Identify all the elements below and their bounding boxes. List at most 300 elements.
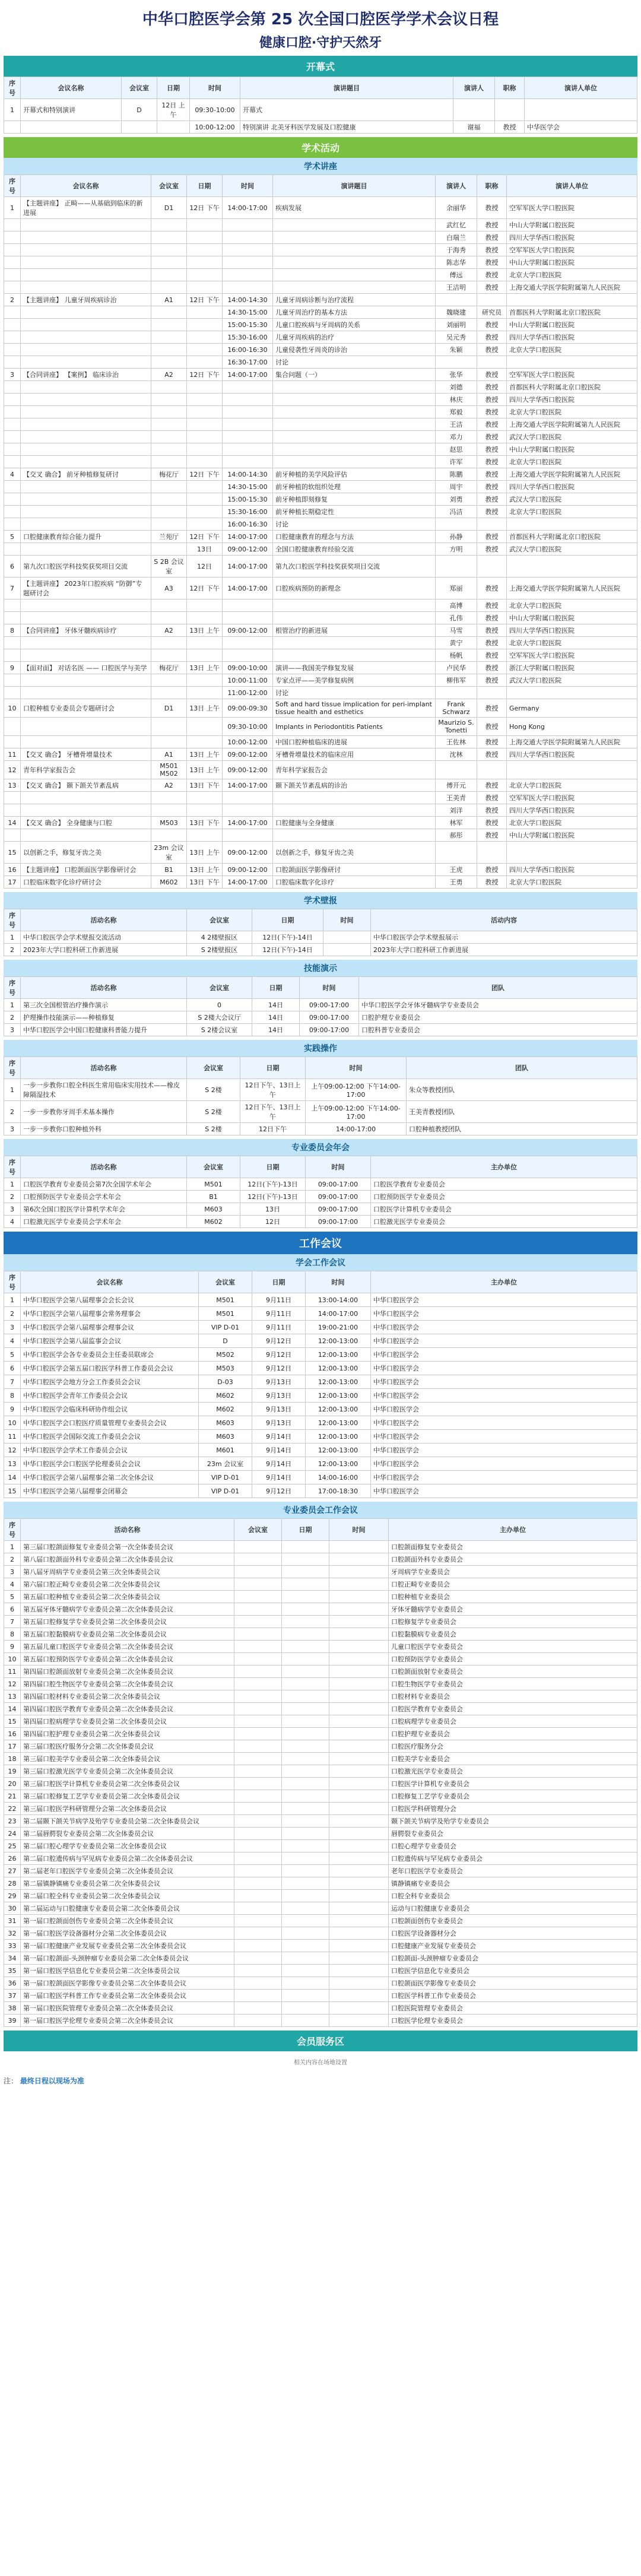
lecture-row bbox=[4, 578, 637, 599]
demos-header-0: 序号 bbox=[4, 977, 21, 999]
lectures-cell bbox=[151, 718, 187, 736]
special_committee-cell: 口腔材料专业委员会 bbox=[389, 1690, 637, 1703]
special_committee-cell bbox=[234, 1740, 282, 1753]
lectures-cell bbox=[21, 637, 151, 649]
lectures-cell bbox=[507, 842, 637, 864]
committee-row bbox=[4, 1191, 637, 1203]
lecture-row bbox=[4, 319, 637, 331]
lectures-cell: 集合问题（一） bbox=[273, 369, 436, 381]
special_committee-cell bbox=[329, 1790, 389, 1803]
lectures-cell: 牙槽骨增量技术的临床应用 bbox=[273, 748, 436, 761]
work-cell: 12:00-13:00 bbox=[306, 1430, 371, 1444]
committee_meeting-cell: 09:00-17:00 bbox=[306, 1191, 371, 1203]
lectures-cell: 杨帆 bbox=[436, 649, 477, 662]
demo-row bbox=[4, 1011, 637, 1024]
lecture-row bbox=[4, 406, 637, 418]
lectures-cell bbox=[187, 792, 223, 804]
committee_meeting-cell: 口腔医学教育专业委员会第7次全国学术年会 bbox=[21, 1178, 187, 1191]
lectures-cell bbox=[4, 418, 21, 431]
lectures-cell: 13日 下午 bbox=[187, 817, 223, 829]
lectures-cell bbox=[4, 599, 21, 612]
lectures-cell: 【主题讲座】 2023年口腔疾病 “防御”专题研讨会 bbox=[21, 578, 151, 599]
special_committee-cell bbox=[234, 2002, 282, 2015]
work-row bbox=[4, 1307, 637, 1321]
lectures-cell bbox=[223, 443, 273, 456]
committee_meeting-cell: M602 bbox=[187, 1216, 240, 1228]
lectures-cell: 刘丽明 bbox=[436, 319, 477, 331]
lecture-row bbox=[4, 804, 637, 817]
lectures-cell: 教授 bbox=[477, 531, 507, 543]
exhibits-table bbox=[4, 909, 637, 956]
lectures-cell: 中山大学附属口腔医院 bbox=[507, 219, 637, 231]
special_committee-cell: 第四届口腔医学教育专业委员会第二次全体委员会议 bbox=[21, 1703, 234, 1715]
lectures-cell bbox=[477, 842, 507, 864]
lectures-cell: 教授 bbox=[477, 256, 507, 269]
special_committee-cell: 第四届口腔生物医学专业委员会第二次全体委员会议 bbox=[21, 1678, 234, 1690]
lectures-cell bbox=[187, 649, 223, 662]
opening-cell bbox=[453, 99, 495, 121]
work-row bbox=[4, 1416, 637, 1430]
special_committee-cell: 14 bbox=[4, 1703, 21, 1715]
lectures-cell: 周宇 bbox=[436, 481, 477, 493]
lectures-cell: 王洁 bbox=[436, 418, 477, 431]
special_committee-cell: 15 bbox=[4, 1715, 21, 1728]
lectures-cell: 北京大学口腔医院 bbox=[507, 406, 637, 418]
work-cell: 15 bbox=[4, 1484, 21, 1498]
lectures-cell: 儿童口腔疾病与牙周病的关系 bbox=[273, 319, 436, 331]
committee_meeting-cell: 口腔预防医学专业委员会 bbox=[371, 1191, 637, 1203]
special_committee-cell: 第二届镇静镇痛专业委员会第二次全体委员会议 bbox=[21, 1877, 234, 1890]
special_committee-cell bbox=[234, 1990, 282, 2002]
special_committee-cell bbox=[234, 1927, 282, 1940]
lectures-cell bbox=[151, 599, 187, 612]
committee_meeting-cell: M501 bbox=[187, 1178, 240, 1191]
work-cell: 中华口腔医学会 bbox=[371, 1471, 637, 1484]
exhibits-cell bbox=[323, 931, 371, 944]
lectures-cell bbox=[151, 736, 187, 748]
lectures-cell bbox=[273, 244, 436, 256]
lectures-cell bbox=[273, 649, 436, 662]
practice-cell: 一步一步教你口腔种植外科 bbox=[21, 1123, 187, 1135]
lectures-cell: 13 bbox=[4, 779, 21, 792]
lectures-cell bbox=[151, 481, 187, 493]
special_committee-cell bbox=[234, 1753, 282, 1765]
lectures-cell: 黄宁 bbox=[436, 637, 477, 649]
work-cell: 中华口腔医学会 bbox=[371, 1293, 637, 1307]
demos-header-3: 日期 bbox=[252, 977, 300, 999]
lectures-cell: 14:00-14:30 bbox=[223, 294, 273, 306]
work-cell: 中华口腔医学会 bbox=[371, 1321, 637, 1334]
lectures-table bbox=[4, 175, 637, 889]
demos-header-1: 活动名称 bbox=[21, 977, 187, 999]
special_committee-cell bbox=[282, 1965, 329, 1977]
special_committee-cell: 口腔病理学专业委员会 bbox=[389, 1715, 637, 1728]
lectures-cell: 口腔健康教育综合能力提升 bbox=[21, 531, 151, 543]
lectures-cell: 4 bbox=[4, 468, 21, 481]
special_committee-cell: 口腔预防医学专业委员会 bbox=[389, 1653, 637, 1665]
special_committee-cell: 9 bbox=[4, 1641, 21, 1653]
work-cell: 7 bbox=[4, 1375, 21, 1389]
special_committee-cell bbox=[282, 1915, 329, 1927]
special_committee-cell bbox=[282, 1902, 329, 1915]
lectures-cell bbox=[273, 231, 436, 244]
work-cell: 9月11日 bbox=[252, 1307, 306, 1321]
work-cell: 2 bbox=[4, 1307, 21, 1321]
special-row bbox=[4, 1740, 637, 1753]
special_committee-header-0: 序号 bbox=[4, 1519, 21, 1541]
lectures-cell bbox=[151, 543, 187, 556]
special_committee-cell bbox=[329, 1665, 389, 1678]
special_committee-cell: 口腔生物医学专业委员会 bbox=[389, 1678, 637, 1690]
lectures-cell bbox=[187, 829, 223, 842]
special_committee-cell bbox=[329, 1703, 389, 1715]
special_committee-cell: 第一届口腔健康产业发展专业委员会第二次全体委员会议 bbox=[21, 1940, 234, 1952]
committee_meeting-cell: 第6次全国口腔医学计算机学术年会 bbox=[21, 1203, 187, 1216]
special-row bbox=[4, 1678, 637, 1690]
lectures-cell bbox=[436, 842, 477, 864]
special_committee-cell: 口腔护理专业委员会 bbox=[389, 1728, 637, 1740]
demos-header-4: 时间 bbox=[300, 977, 359, 999]
lectures-cell: 13日 上午 bbox=[187, 864, 223, 876]
special_committee-cell bbox=[282, 1840, 329, 1852]
special-row bbox=[4, 2015, 637, 2027]
footer-note bbox=[4, 2076, 637, 2086]
demos-header-2: 会议室 bbox=[187, 977, 252, 999]
work-cell: 中华口腔医学会临床科研协作组会议 bbox=[21, 1403, 199, 1416]
lectures-cell bbox=[21, 331, 151, 344]
lecture-row bbox=[4, 662, 637, 674]
special_committee-cell: 第一届口腔医学信息化专业委员会第二次全体委员会议 bbox=[21, 1965, 234, 1977]
lectures-cell: 教授 bbox=[477, 699, 507, 718]
special_committee-cell bbox=[282, 1865, 329, 1877]
work-cell: M602 bbox=[199, 1403, 252, 1416]
lectures-cell: 四川大学华西口腔医院 bbox=[507, 804, 637, 817]
lectures-cell bbox=[4, 649, 21, 662]
lecture-row bbox=[4, 468, 637, 481]
special_committee-cell bbox=[234, 1977, 282, 1990]
lectures-cell: 武汉大学口腔医院 bbox=[507, 543, 637, 556]
lectures-cell bbox=[477, 761, 507, 779]
special_committee-cell bbox=[234, 2015, 282, 2027]
lectures-cell: 15:30-16:00 bbox=[223, 331, 273, 344]
lectures-cell bbox=[4, 518, 21, 531]
lectures-cell bbox=[21, 281, 151, 294]
lectures-cell: 教授 bbox=[477, 244, 507, 256]
lectures-cell: 吴元秀 bbox=[436, 331, 477, 344]
lectures-cell: 教授 bbox=[477, 674, 507, 687]
lectures-cell bbox=[151, 219, 187, 231]
special_committee-cell: 儿童口腔医学专业委员会 bbox=[389, 1641, 637, 1653]
lectures-cell bbox=[187, 231, 223, 244]
work-cell: 23m 会议室 bbox=[199, 1457, 252, 1471]
lectures-cell bbox=[151, 493, 187, 506]
work-cell: 14 bbox=[4, 1471, 21, 1484]
committee_meeting-header-2: 会议室 bbox=[187, 1156, 240, 1178]
lectures-cell: 前牙种植的软组织处理 bbox=[273, 481, 436, 493]
special_committee-cell: 30 bbox=[4, 1902, 21, 1915]
exhibits-cell: 2 bbox=[4, 944, 21, 956]
opening-cell: D bbox=[122, 99, 157, 121]
special_committee-cell: 1 bbox=[4, 1541, 21, 1553]
lectures-cell: 郑毅 bbox=[436, 406, 477, 418]
lectures-cell: 12日 下午 bbox=[187, 468, 223, 481]
special_committee-cell: 口腔医学教育专业委员会 bbox=[389, 1703, 637, 1715]
special_committee-cell: 33 bbox=[4, 1940, 21, 1952]
practice-cell: S 2楼 bbox=[187, 1101, 240, 1123]
practice-row bbox=[4, 1123, 637, 1135]
special_committee-cell: 口腔激光医学专业委员会 bbox=[389, 1765, 637, 1778]
lectures-cell bbox=[151, 829, 187, 842]
special_committee-cell: 口腔心理学专业委员会 bbox=[389, 1840, 637, 1852]
special_committee-cell bbox=[329, 1578, 389, 1591]
lectures-cell bbox=[21, 718, 151, 736]
lectures-cell bbox=[4, 356, 21, 369]
special-row bbox=[4, 1840, 637, 1852]
special_committee-cell bbox=[282, 1778, 329, 1790]
special_committee-cell bbox=[234, 1566, 282, 1578]
work-cell: M602 bbox=[199, 1389, 252, 1403]
committee_meeting-cell: 12日(下午)-13日 bbox=[240, 1191, 306, 1203]
lecture-row bbox=[4, 443, 637, 456]
special_committee-cell: 牙体牙髓病学专业委员会 bbox=[389, 1603, 637, 1616]
exhibits-cell: 2023年大学口腔科研工作新进展 bbox=[371, 944, 637, 956]
practice-header-3: 日期 bbox=[240, 1057, 306, 1079]
lectures-cell: 中山大学附属口腔医院 bbox=[507, 612, 637, 624]
lectures-cell bbox=[273, 443, 436, 456]
lectures-cell bbox=[507, 518, 637, 531]
work-header-0: 序号 bbox=[4, 1271, 21, 1293]
work-cell: 9月11日 bbox=[252, 1293, 306, 1307]
lectures-cell bbox=[4, 804, 21, 817]
lectures-cell bbox=[477, 518, 507, 531]
lectures-cell: 中山大学附属口腔医院 bbox=[507, 443, 637, 456]
lectures-cell: 15:00-15:30 bbox=[223, 493, 273, 506]
lectures-cell: 首都医科大学附属北京口腔医院 bbox=[507, 381, 637, 394]
special_committee-cell: 第五届口腔预防医学专业委员会第二次全体委员会议 bbox=[21, 1653, 234, 1665]
lectures-cell: Implants in Periodontitis Patients bbox=[273, 718, 436, 736]
work-cell: 中华口腔医学会青年工作委员会会议 bbox=[21, 1389, 199, 1403]
committee_meeting-header-4: 时间 bbox=[306, 1156, 371, 1178]
special_committee-cell: 11 bbox=[4, 1665, 21, 1678]
lectures-cell: 专家点评——美学修复病例 bbox=[273, 674, 436, 687]
lectures-cell: 09:00-12:00 bbox=[223, 748, 273, 761]
special_committee-cell: 3 bbox=[4, 1566, 21, 1578]
opening-header-8: 演讲人单位 bbox=[525, 77, 637, 99]
lectures-cell: B1 bbox=[151, 864, 187, 876]
lectures-cell: 张华 bbox=[436, 369, 477, 381]
lectures-cell: 09:00-12:00 bbox=[223, 543, 273, 556]
lectures-cell: 14:00-17:00 bbox=[223, 876, 273, 889]
lectures-cell: Germany bbox=[507, 699, 637, 718]
exhibits-cell: 1 bbox=[4, 931, 21, 944]
lectures-cell bbox=[273, 431, 436, 443]
opening-cell: 12日 上午 bbox=[157, 99, 190, 121]
lectures-cell bbox=[273, 829, 436, 842]
exhibits-cell: 中华口腔医学会学术壁报交流活动 bbox=[21, 931, 187, 944]
lectures-cell: 14:00-17:00 bbox=[223, 817, 273, 829]
work-cell: 6 bbox=[4, 1362, 21, 1375]
lecture-row bbox=[4, 624, 637, 637]
lectures-cell: 第九次口腔医学科技奖获奖项目交流 bbox=[273, 556, 436, 578]
lectures-cell bbox=[21, 829, 151, 842]
special_committee-cell: 第一届口腔医院管理专业委员会第二次全体委员会议 bbox=[21, 2002, 234, 2015]
lectures-cell bbox=[4, 269, 21, 281]
lectures-cell: A2 bbox=[151, 624, 187, 637]
special-row bbox=[4, 1616, 637, 1628]
lectures-cell bbox=[4, 344, 21, 356]
special_committee-cell: 口腔颌面-头颈肿瘤专业委员会 bbox=[389, 1952, 637, 1965]
lectures-cell bbox=[436, 518, 477, 531]
practice-header-1: 活动名称 bbox=[21, 1057, 187, 1079]
special_committee-cell bbox=[329, 1840, 389, 1852]
lectures-cell: 中山大学附属口腔医院 bbox=[507, 256, 637, 269]
lectures-cell bbox=[151, 356, 187, 369]
lectures-cell bbox=[187, 219, 223, 231]
lectures-cell: 前牙种植的美学风险评估 bbox=[273, 468, 436, 481]
committee-meeting-table bbox=[4, 1156, 637, 1228]
work-row bbox=[4, 1362, 637, 1375]
practice-row bbox=[4, 1101, 637, 1123]
special_committee-cell bbox=[234, 1902, 282, 1915]
lectures-cell bbox=[151, 804, 187, 817]
special_committee-cell: 口腔医学伦理专业委员会 bbox=[389, 2015, 637, 2027]
lectures-cell: 【主题讲座】 儿童牙周疾病诊治 bbox=[21, 294, 151, 306]
lecture-row bbox=[4, 306, 637, 319]
special_committee-cell bbox=[282, 1616, 329, 1628]
special-row bbox=[4, 1728, 637, 1740]
special_committee-cell: 口腔修复学专业委员会 bbox=[389, 1616, 637, 1628]
special_committee-cell bbox=[329, 1765, 389, 1778]
special_committee-cell bbox=[282, 2002, 329, 2015]
lecture-row bbox=[4, 244, 637, 256]
lectures-cell: 全国口腔健康教育经验交流 bbox=[273, 543, 436, 556]
lecture-row bbox=[4, 687, 637, 699]
special_committee-cell bbox=[329, 1628, 389, 1641]
lectures-cell: 郝彤 bbox=[436, 829, 477, 842]
footer-note-text: 最终日程以现场为准 bbox=[20, 2077, 84, 2085]
lectures-cell bbox=[151, 306, 187, 319]
work-cell: 13 bbox=[4, 1457, 21, 1471]
special_committee-cell bbox=[329, 1753, 389, 1765]
lectures-cell: 教授 bbox=[477, 637, 507, 649]
lecture-row bbox=[4, 493, 637, 506]
special_committee-cell bbox=[329, 1852, 389, 1865]
special_committee-cell bbox=[282, 1852, 329, 1865]
special_committee-cell bbox=[234, 1965, 282, 1977]
lecture-row bbox=[4, 531, 637, 543]
lectures-cell bbox=[4, 219, 21, 231]
lectures-cell bbox=[4, 381, 21, 394]
lectures-header-4: 时间 bbox=[223, 175, 273, 197]
lectures-header-8: 演讲人单位 bbox=[507, 175, 637, 197]
special_committee-cell bbox=[282, 1952, 329, 1965]
opening-cell: 1 bbox=[4, 99, 21, 121]
special_committee-cell bbox=[234, 1765, 282, 1778]
opening-row bbox=[4, 121, 637, 134]
work-cell: 12:00-13:00 bbox=[306, 1389, 371, 1403]
special_committee-cell: 37 bbox=[4, 1990, 21, 2002]
special-row bbox=[4, 1628, 637, 1641]
work-cell: 中华口腔医学会 bbox=[371, 1334, 637, 1348]
exhibits-header-1: 活动名称 bbox=[21, 909, 187, 931]
lectures-cell bbox=[223, 612, 273, 624]
lectures-cell bbox=[151, 406, 187, 418]
work-cell: 中华口腔医学会 bbox=[371, 1348, 637, 1362]
demos-cell: 中华口腔医学会牙体牙髓病学专业委员会 bbox=[359, 999, 637, 1011]
work-row bbox=[4, 1293, 637, 1307]
lecture-row bbox=[4, 718, 637, 736]
special_committee-cell: 口腔医院管理专业委员会 bbox=[389, 2002, 637, 2015]
opening-header-7: 职称 bbox=[495, 77, 525, 99]
special_committee-cell bbox=[329, 1803, 389, 1815]
lecture-row bbox=[4, 699, 637, 718]
opening-cell: 谢福 bbox=[453, 121, 495, 134]
opening-cell: 开幕式 bbox=[240, 99, 453, 121]
work-header-3: 日期 bbox=[252, 1271, 306, 1293]
lectures-cell: 14:00-17:00 bbox=[223, 197, 273, 219]
work-cell: 9月12日 bbox=[252, 1334, 306, 1348]
work-cell: 14:00-16:00 bbox=[306, 1471, 371, 1484]
work-cell: 中华口腔医学会第八届理事会第二次全体会议 bbox=[21, 1471, 199, 1484]
practice-cell: 上午09:00-12:00 下午14:00-17:00 bbox=[306, 1079, 407, 1101]
section-exhibits: 学术壁报 bbox=[4, 892, 637, 909]
special_committee-cell bbox=[329, 1690, 389, 1703]
lectures-cell bbox=[187, 687, 223, 699]
lectures-cell: 09:00-12:00 bbox=[223, 624, 273, 637]
special_committee-cell bbox=[282, 1678, 329, 1690]
lectures-cell: 16 bbox=[4, 864, 21, 876]
lectures-cell: 四川大学华西口腔医院 bbox=[507, 748, 637, 761]
lectures-cell: 青年科学家报告会 bbox=[273, 761, 436, 779]
work-cell: 12:00-13:00 bbox=[306, 1457, 371, 1471]
lectures-cell: 教授 bbox=[477, 624, 507, 637]
demo-row bbox=[4, 999, 637, 1011]
special_committee-cell bbox=[329, 1653, 389, 1665]
special-row bbox=[4, 1828, 637, 1840]
special_committee-cell: 22 bbox=[4, 1803, 21, 1815]
lectures-cell bbox=[21, 687, 151, 699]
lectures-cell: 讨论 bbox=[273, 518, 436, 531]
committee_meeting-cell: 09:00-17:00 bbox=[306, 1178, 371, 1191]
exhibits-cell: 12日(下午)-14日 bbox=[252, 944, 323, 956]
lecture-row bbox=[4, 431, 637, 443]
lectures-cell bbox=[223, 829, 273, 842]
special_committee-cell bbox=[329, 1965, 389, 1977]
special_committee-cell: 10 bbox=[4, 1653, 21, 1665]
work-cell: 8 bbox=[4, 1389, 21, 1403]
lectures-cell: 11 bbox=[4, 748, 21, 761]
lectures-cell: 王勇 bbox=[436, 876, 477, 889]
lecture-row bbox=[4, 817, 637, 829]
lectures-cell: 15:00-15:30 bbox=[223, 319, 273, 331]
lectures-cell: Frank Schwarz bbox=[436, 699, 477, 718]
lectures-cell: 口腔临床数字化诊疗研讨会 bbox=[21, 876, 151, 889]
lectures-cell: 刘勇 bbox=[436, 493, 477, 506]
special_committee-cell: 口腔颌面医学影像专业委员会 bbox=[389, 1977, 637, 1990]
special_committee-header-5: 主办单位 bbox=[389, 1519, 637, 1541]
work-header-5: 主办单位 bbox=[371, 1271, 637, 1293]
committee_meeting-header-0: 序号 bbox=[4, 1156, 21, 1178]
lectures-cell: M503 bbox=[151, 817, 187, 829]
special_committee-cell bbox=[282, 1628, 329, 1641]
demos-cell: 2 bbox=[4, 1011, 21, 1024]
special_committee-cell bbox=[234, 1665, 282, 1678]
lectures-cell: 教授 bbox=[477, 431, 507, 443]
special_committee-cell: 34 bbox=[4, 1952, 21, 1965]
lectures-cell: 北京大学口腔医院 bbox=[507, 637, 637, 649]
lectures-cell: 教授 bbox=[477, 829, 507, 842]
special_committee-cell bbox=[234, 1952, 282, 1965]
